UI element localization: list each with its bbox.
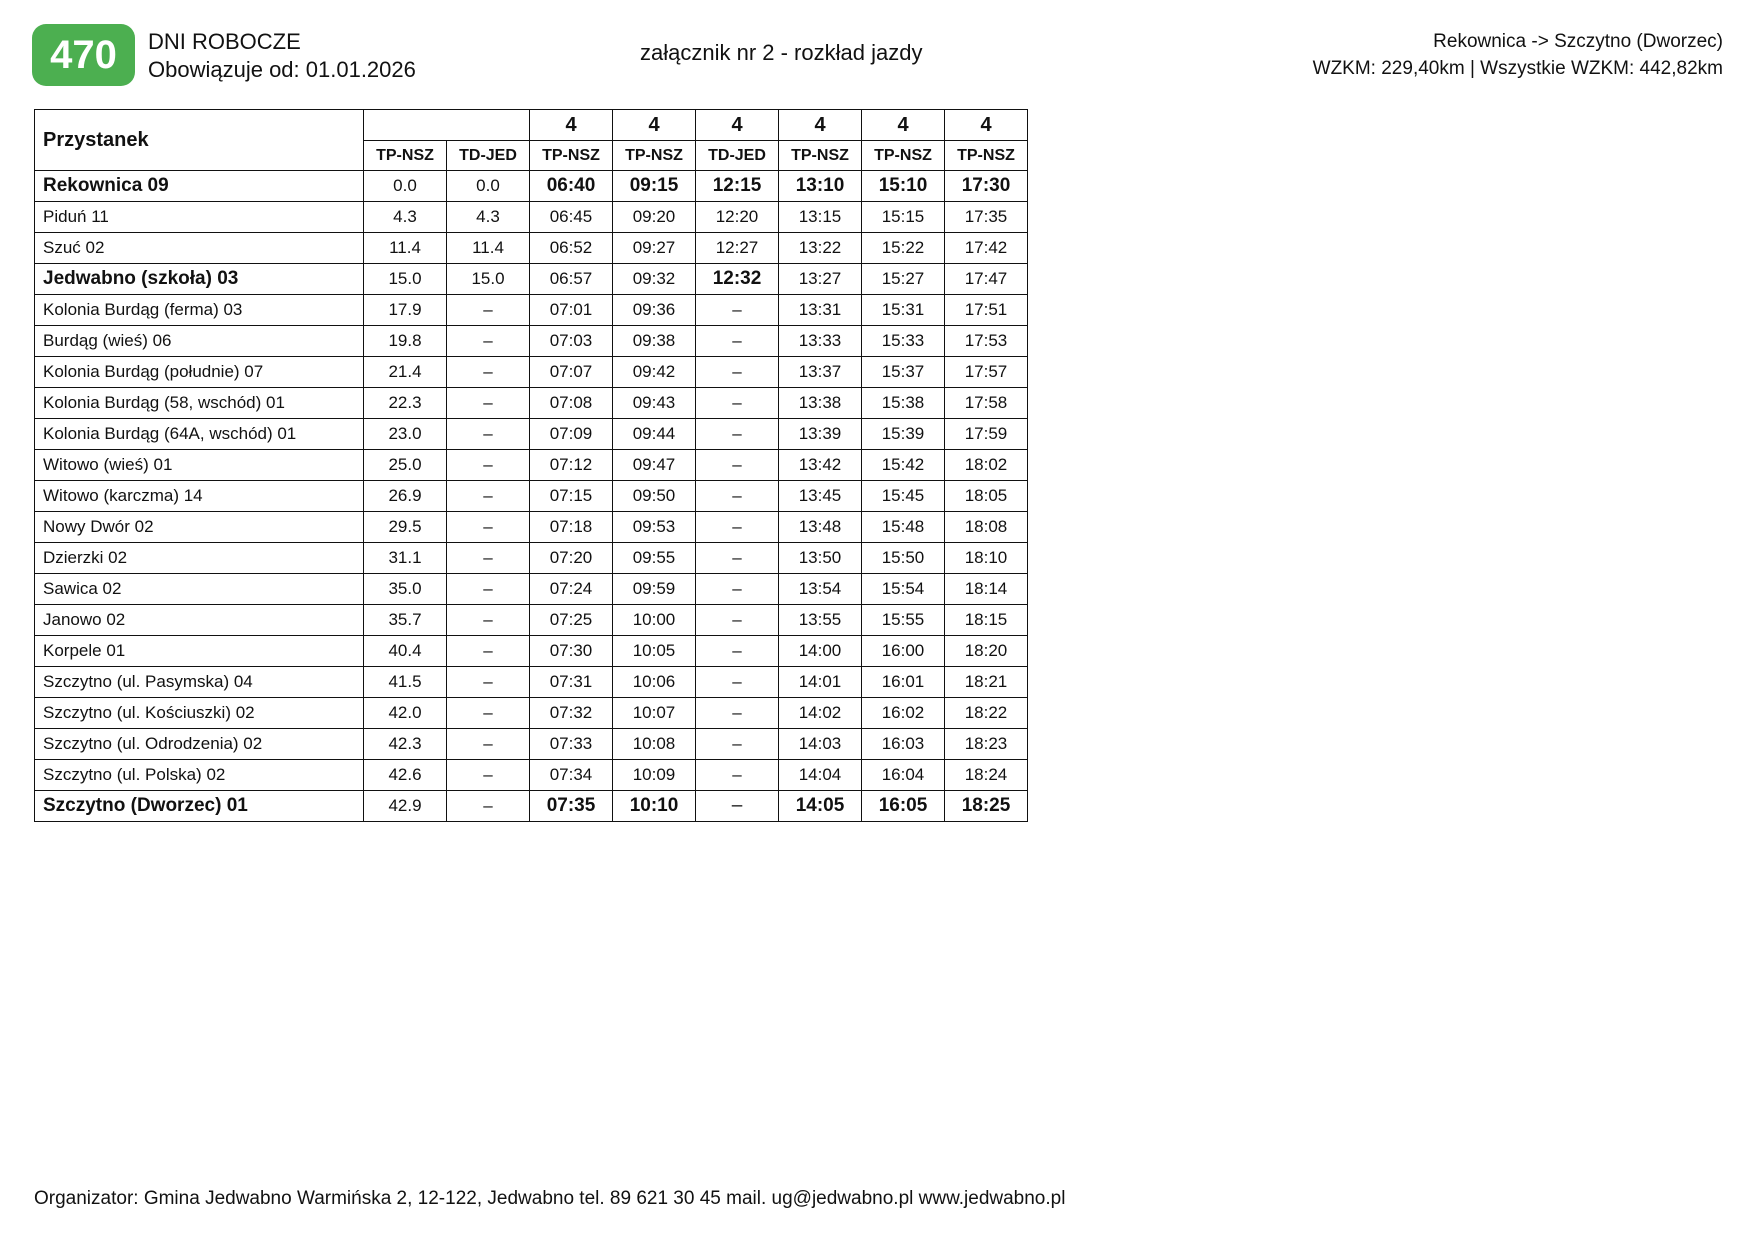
course-code: TP-NSZ <box>613 141 696 171</box>
distance-km: – <box>447 357 530 388</box>
distance-km: 0.0 <box>364 171 447 202</box>
distance-km: 11.4 <box>364 233 447 264</box>
table-row <box>35 636 1028 667</box>
departure-time: 09:20 <box>613 202 696 233</box>
departure-time: 17:42 <box>945 233 1028 264</box>
departure-time: 16:00 <box>862 636 945 667</box>
departure-time: – <box>696 512 779 543</box>
km-column-code: TP-NSZ <box>364 141 447 171</box>
departure-time: 12:15 <box>696 171 779 202</box>
table-row <box>35 326 1028 357</box>
stop-name: Piduń 11 <box>35 202 364 233</box>
departure-time: 15:22 <box>862 233 945 264</box>
distance-km: 42.9 <box>364 791 447 822</box>
course-code: TP-NSZ <box>862 141 945 171</box>
distance-km: 42.6 <box>364 760 447 791</box>
departure-time: 07:09 <box>530 419 613 450</box>
table-row <box>35 233 1028 264</box>
distance-km: 11.4 <box>447 233 530 264</box>
table-row <box>35 357 1028 388</box>
departure-time: 07:33 <box>530 729 613 760</box>
stop-name: Dzierzki 02 <box>35 543 364 574</box>
departure-time: 18:05 <box>945 481 1028 512</box>
departure-time: 15:42 <box>862 450 945 481</box>
distance-km: 40.4 <box>364 636 447 667</box>
stop-name: Rekownica 09 <box>35 171 364 202</box>
distance-km: 31.1 <box>364 543 447 574</box>
stop-name: Szczytno (ul. Polska) 02 <box>35 760 364 791</box>
table-row <box>35 698 1028 729</box>
departure-time: 07:08 <box>530 388 613 419</box>
departure-time: – <box>696 667 779 698</box>
distance-km: 21.4 <box>364 357 447 388</box>
departure-time: 18:25 <box>945 791 1028 822</box>
stop-name: Korpele 01 <box>35 636 364 667</box>
stop-name: Burdąg (wieś) 06 <box>35 326 364 357</box>
departure-time: 18:08 <box>945 512 1028 543</box>
stop-name: Szczytno (ul. Kościuszki) 02 <box>35 698 364 729</box>
departure-time: 16:04 <box>862 760 945 791</box>
departure-time: 14:04 <box>779 760 862 791</box>
departure-time: – <box>696 481 779 512</box>
departure-time: 15:10 <box>862 171 945 202</box>
departure-time: 10:10 <box>613 791 696 822</box>
distance-km: – <box>447 791 530 822</box>
departure-time: 07:25 <box>530 605 613 636</box>
header-left <box>148 28 416 84</box>
course-number: 4 <box>696 110 779 141</box>
departure-time: 13:27 <box>779 264 862 295</box>
departure-time: 13:33 <box>779 326 862 357</box>
departure-time: 09:15 <box>613 171 696 202</box>
departure-time: 09:59 <box>613 574 696 605</box>
departure-time: 10:09 <box>613 760 696 791</box>
departure-time: 09:44 <box>613 419 696 450</box>
departure-time: 18:02 <box>945 450 1028 481</box>
stop-name: Szczytno (Dworzec) 01 <box>35 791 364 822</box>
departure-time: 06:45 <box>530 202 613 233</box>
route-name: Rekownica -> Szczytno (Dworzec) <box>1433 31 1723 52</box>
course-number: 4 <box>530 110 613 141</box>
departure-time: 15:45 <box>862 481 945 512</box>
table-row <box>35 574 1028 605</box>
stop-name: Witowo (wieś) 01 <box>35 450 364 481</box>
distance-km: 22.3 <box>364 388 447 419</box>
departure-time: 07:35 <box>530 791 613 822</box>
departure-time: 14:02 <box>779 698 862 729</box>
departure-time: 13:50 <box>779 543 862 574</box>
stop-column-header: Przystanek <box>35 110 364 171</box>
stop-name: Kolonia Burdąg (południe) 07 <box>35 357 364 388</box>
departure-time: 06:40 <box>530 171 613 202</box>
departure-time: 12:20 <box>696 202 779 233</box>
distance-km: – <box>447 574 530 605</box>
departure-time: 18:24 <box>945 760 1028 791</box>
km-header-blank <box>364 110 530 141</box>
departure-time: 09:27 <box>613 233 696 264</box>
distance-km: – <box>447 512 530 543</box>
stop-name: Jedwabno (szkoła) 03 <box>35 264 364 295</box>
departure-time: 17:30 <box>945 171 1028 202</box>
departure-time: 15:54 <box>862 574 945 605</box>
distance-km: – <box>447 760 530 791</box>
distance-km: 15.0 <box>447 264 530 295</box>
departure-time: 10:00 <box>613 605 696 636</box>
departure-time: – <box>696 636 779 667</box>
day-type: DNI ROBOCZE <box>148 29 301 54</box>
distance-km: – <box>447 667 530 698</box>
header-row-numbers <box>35 110 1028 141</box>
departure-time: – <box>696 760 779 791</box>
stop-name: Kolonia Burdąg (58, wschód) 01 <box>35 388 364 419</box>
departure-time: 12:32 <box>696 264 779 295</box>
departure-time: 09:53 <box>613 512 696 543</box>
departure-time: 13:55 <box>779 605 862 636</box>
departure-time: 13:54 <box>779 574 862 605</box>
departure-time: 17:47 <box>945 264 1028 295</box>
departure-time: – <box>696 605 779 636</box>
distance-km: 42.0 <box>364 698 447 729</box>
distance-km: – <box>447 419 530 450</box>
departure-time: 15:38 <box>862 388 945 419</box>
departure-time: – <box>696 698 779 729</box>
departure-time: – <box>696 729 779 760</box>
departure-time: 15:27 <box>862 264 945 295</box>
departure-time: 07:34 <box>530 760 613 791</box>
departure-time: 09:43 <box>613 388 696 419</box>
departure-time: 07:30 <box>530 636 613 667</box>
distance-km: – <box>447 295 530 326</box>
table-row <box>35 171 1028 202</box>
distance-km: 15.0 <box>364 264 447 295</box>
departure-time: 10:08 <box>613 729 696 760</box>
departure-time: 07:03 <box>530 326 613 357</box>
departure-time: 09:38 <box>613 326 696 357</box>
departure-time: 15:31 <box>862 295 945 326</box>
departure-time: 09:55 <box>613 543 696 574</box>
departure-time: 07:12 <box>530 450 613 481</box>
departure-time: – <box>696 574 779 605</box>
departure-time: 13:39 <box>779 419 862 450</box>
course-code: TD-JED <box>696 141 779 171</box>
route-distance: WZKM: 229,40km | Wszystkie WZKM: 442,82km <box>1312 58 1723 79</box>
course-number: 4 <box>779 110 862 141</box>
distance-km: – <box>447 450 530 481</box>
table-row <box>35 512 1028 543</box>
valid-from: Obowiązuje od: 01.01.2026 <box>148 57 416 82</box>
stop-name: Kolonia Burdąg (ferma) 03 <box>35 295 364 326</box>
departure-time: – <box>696 295 779 326</box>
departure-time: 07:18 <box>530 512 613 543</box>
departure-time: 16:05 <box>862 791 945 822</box>
departure-time: 15:50 <box>862 543 945 574</box>
stop-name: Kolonia Burdąg (64A, wschód) 01 <box>35 419 364 450</box>
departure-time: – <box>696 450 779 481</box>
departure-time: 13:37 <box>779 357 862 388</box>
stop-name: Janowo 02 <box>35 605 364 636</box>
departure-time: 18:21 <box>945 667 1028 698</box>
distance-km: – <box>447 543 530 574</box>
departure-time: 07:32 <box>530 698 613 729</box>
distance-km: 35.0 <box>364 574 447 605</box>
departure-time: 14:00 <box>779 636 862 667</box>
table-row <box>35 543 1028 574</box>
stop-name: Szczytno (ul. Odrodzenia) 02 <box>35 729 364 760</box>
distance-km: 23.0 <box>364 419 447 450</box>
stop-name: Szczytno (ul. Pasymska) 04 <box>35 667 364 698</box>
distance-km: 35.7 <box>364 605 447 636</box>
departure-time: 15:55 <box>862 605 945 636</box>
distance-km: 4.3 <box>364 202 447 233</box>
table-row <box>35 202 1028 233</box>
header-right <box>1313 28 1723 82</box>
stop-name: Sawica 02 <box>35 574 364 605</box>
departure-time: 10:05 <box>613 636 696 667</box>
departure-time: 07:31 <box>530 667 613 698</box>
departure-time: 18:23 <box>945 729 1028 760</box>
departure-time: 13:22 <box>779 233 862 264</box>
distance-km: – <box>447 605 530 636</box>
departure-time: 17:53 <box>945 326 1028 357</box>
departure-time: 17:58 <box>945 388 1028 419</box>
departure-time: 18:10 <box>945 543 1028 574</box>
departure-time: 16:03 <box>862 729 945 760</box>
table-row <box>35 450 1028 481</box>
departure-time: 09:47 <box>613 450 696 481</box>
departure-time: 18:22 <box>945 698 1028 729</box>
departure-time: 06:52 <box>530 233 613 264</box>
table-row <box>35 729 1028 760</box>
departure-time: 15:15 <box>862 202 945 233</box>
departure-time: 14:05 <box>779 791 862 822</box>
departure-time: 13:45 <box>779 481 862 512</box>
departure-time: 18:14 <box>945 574 1028 605</box>
distance-km: 0.0 <box>447 171 530 202</box>
departure-time: 09:36 <box>613 295 696 326</box>
departure-time: 13:42 <box>779 450 862 481</box>
table-row <box>35 419 1028 450</box>
departure-time: 09:32 <box>613 264 696 295</box>
departure-time: 18:15 <box>945 605 1028 636</box>
table-row <box>35 760 1028 791</box>
distance-km: 41.5 <box>364 667 447 698</box>
departure-time: 17:35 <box>945 202 1028 233</box>
departure-time: – <box>696 326 779 357</box>
stop-name: Witowo (karczma) 14 <box>35 481 364 512</box>
departure-time: 07:20 <box>530 543 613 574</box>
course-code: TP-NSZ <box>530 141 613 171</box>
departure-time: – <box>696 388 779 419</box>
table-row <box>35 295 1028 326</box>
departure-time: 14:01 <box>779 667 862 698</box>
km-column-code: TD-JED <box>447 141 530 171</box>
distance-km: 19.8 <box>364 326 447 357</box>
departure-time: 17:57 <box>945 357 1028 388</box>
stop-name: Nowy Dwór 02 <box>35 512 364 543</box>
distance-km: – <box>447 636 530 667</box>
distance-km: – <box>447 326 530 357</box>
table-row <box>35 667 1028 698</box>
departure-time: – <box>696 543 779 574</box>
departure-time: 15:48 <box>862 512 945 543</box>
departure-time: 16:02 <box>862 698 945 729</box>
course-number: 4 <box>862 110 945 141</box>
course-number: 4 <box>945 110 1028 141</box>
distance-km: 17.9 <box>364 295 447 326</box>
course-code: TP-NSZ <box>945 141 1028 171</box>
departure-time: 15:33 <box>862 326 945 357</box>
departure-time: 13:48 <box>779 512 862 543</box>
departure-time: 15:37 <box>862 357 945 388</box>
table-row <box>35 791 1028 822</box>
departure-time: 07:24 <box>530 574 613 605</box>
departure-time: 10:06 <box>613 667 696 698</box>
distance-km: 25.0 <box>364 450 447 481</box>
distance-km: – <box>447 698 530 729</box>
departure-time: 14:03 <box>779 729 862 760</box>
departure-time: 12:27 <box>696 233 779 264</box>
distance-km: – <box>447 388 530 419</box>
distance-km: 29.5 <box>364 512 447 543</box>
departure-time: 13:31 <box>779 295 862 326</box>
departure-time: 09:50 <box>613 481 696 512</box>
distance-km: – <box>447 481 530 512</box>
line-number-badge: 470 <box>32 24 135 86</box>
departure-time: 13:38 <box>779 388 862 419</box>
departure-time: – <box>696 791 779 822</box>
departure-time: 09:42 <box>613 357 696 388</box>
departure-time: 18:20 <box>945 636 1028 667</box>
distance-km: – <box>447 729 530 760</box>
departure-time: 06:57 <box>530 264 613 295</box>
departure-time: 16:01 <box>862 667 945 698</box>
departure-time: 13:10 <box>779 171 862 202</box>
departure-time: 10:07 <box>613 698 696 729</box>
departure-time: 07:01 <box>530 295 613 326</box>
departure-time: – <box>696 419 779 450</box>
departure-time: 07:15 <box>530 481 613 512</box>
departure-time: – <box>696 357 779 388</box>
distance-km: 42.3 <box>364 729 447 760</box>
timetable-body <box>35 171 1028 822</box>
timetable <box>34 109 1028 822</box>
table-row <box>35 481 1028 512</box>
departure-time: 07:07 <box>530 357 613 388</box>
departure-time: 17:51 <box>945 295 1028 326</box>
course-number: 4 <box>613 110 696 141</box>
table-row <box>35 388 1028 419</box>
departure-time: 17:59 <box>945 419 1028 450</box>
organizer-footer: Organizator: Gmina Jedwabno Warmińska 2, 12-122, Jedwabno tel. 89 621 30 45 mail. ug@jedwabno.pl www.jedwabno.pl <box>34 1188 1066 1209</box>
distance-km: 26.9 <box>364 481 447 512</box>
table-row <box>35 605 1028 636</box>
attachment-title: załącznik nr 2 - rozkład jazdy <box>640 40 923 65</box>
departure-time: 15:39 <box>862 419 945 450</box>
stop-name: Szuć 02 <box>35 233 364 264</box>
course-code: TP-NSZ <box>779 141 862 171</box>
distance-km: 4.3 <box>447 202 530 233</box>
table-row <box>35 264 1028 295</box>
departure-time: 13:15 <box>779 202 862 233</box>
